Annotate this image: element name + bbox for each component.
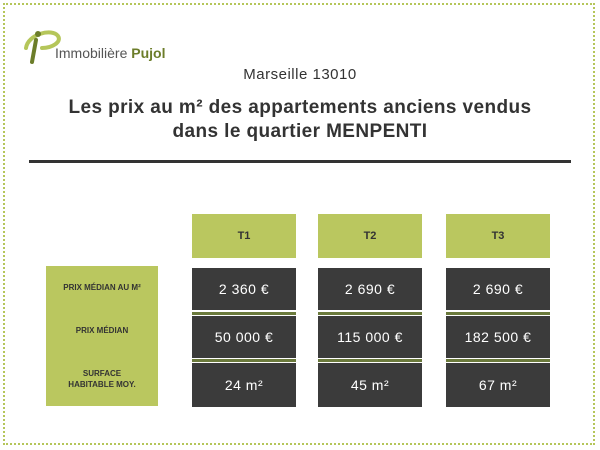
cell-separator bbox=[318, 312, 422, 315]
brand-name-bold: Pujol bbox=[131, 45, 166, 61]
page-title bbox=[40, 96, 560, 144]
cell-t1-median-price-per-m2: 2 360 € bbox=[192, 268, 296, 310]
brand-name-light: Immobilière bbox=[55, 45, 128, 61]
cell-t2-median-price-per-m2: 2 690 € bbox=[318, 268, 422, 310]
cell-t1-average-surface: 24 m² bbox=[192, 363, 296, 407]
cell-separator bbox=[446, 359, 550, 362]
cell-t3-median-price: 182 500 € bbox=[446, 316, 550, 358]
cell-t2-median-price: 115 000 € bbox=[318, 316, 422, 358]
cell-separator bbox=[446, 312, 550, 315]
title-divider bbox=[29, 160, 571, 163]
brand-logo bbox=[22, 26, 182, 66]
row-label-line: PRIX MÉDIAN AU M² bbox=[63, 283, 141, 292]
row-label-line: HABITABLE MOY. bbox=[68, 380, 136, 389]
title-line-1: Les prix au m² des appartements anciens vendus bbox=[68, 97, 532, 118]
brand-name bbox=[55, 45, 165, 61]
row-label-line: PRIX MÉDIAN bbox=[75, 326, 129, 335]
cell-t1-median-price: 50 000 € bbox=[192, 316, 296, 358]
city-label: Marseille 13010 bbox=[243, 66, 357, 83]
row-label-average-surface bbox=[46, 368, 158, 390]
cell-separator bbox=[192, 359, 296, 362]
row-label-line: SURFACE bbox=[82, 369, 122, 378]
cell-t3-median-price-per-m2: 2 690 € bbox=[446, 268, 550, 310]
column-header-t2: T2 bbox=[318, 214, 422, 258]
cell-separator bbox=[318, 359, 422, 362]
cell-separator bbox=[192, 312, 296, 315]
title-line-2: dans le quartier MENPENTI bbox=[172, 121, 428, 142]
column-header-t1: T1 bbox=[192, 214, 296, 258]
row-label-median-price bbox=[46, 325, 158, 336]
cell-t2-average-surface: 45 m² bbox=[318, 363, 422, 407]
row-label-median-price-per-m2 bbox=[46, 282, 158, 293]
column-header-t3: T3 bbox=[446, 214, 550, 258]
cell-t3-average-surface: 67 m² bbox=[446, 363, 550, 407]
